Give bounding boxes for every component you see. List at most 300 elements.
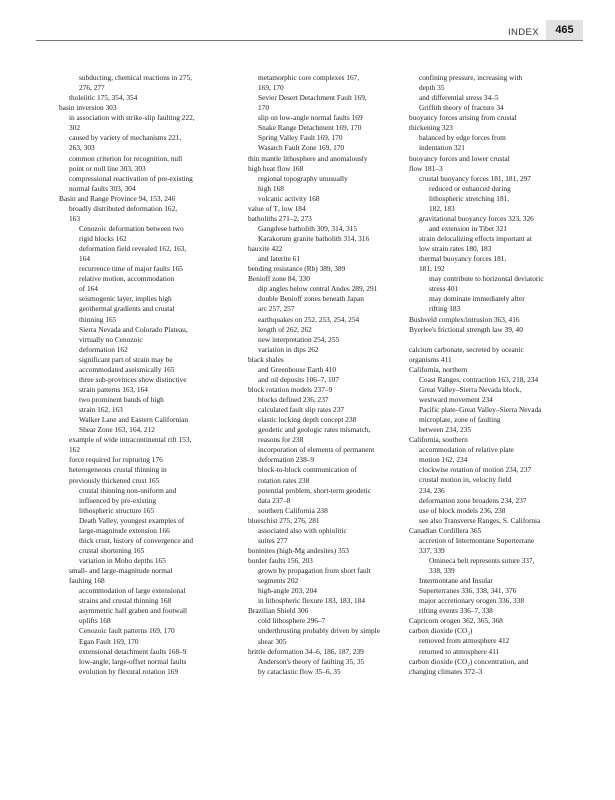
index-entry-line: depth 35 <box>419 83 445 93</box>
index-entry-line: see also Transverse Ranges, S. California <box>419 515 541 525</box>
index-entry <box>248 244 418 254</box>
index-entry-line: 164 <box>79 254 91 264</box>
index-entry-line: thermal buoyancy forces 181, <box>419 254 507 264</box>
index-entry-line: border faults 156, 203 <box>248 556 313 565</box>
index-entry-line: removed from atmosphere 412 <box>419 636 510 646</box>
index-entry-line: Bushveld complex/intrusion 363, 416 <box>409 314 520 324</box>
index-entry-line: southern California 238 <box>258 505 328 515</box>
section-label: INDEX <box>507 27 539 38</box>
index-entry <box>79 626 237 636</box>
index-entry-line: arc 257, 257 <box>258 304 295 314</box>
index-entry-line: strains and crustal thinning 168 <box>79 596 172 606</box>
index-entry-line: accommodated aseismically 165 <box>79 364 175 374</box>
index-entry-line: influenced by pre-existing <box>79 495 157 505</box>
index-entry <box>419 405 594 435</box>
index-entry <box>409 325 594 335</box>
index-entry-line: clockwise rotation of motion 234, 237 <box>419 465 532 475</box>
index-entry <box>419 516 594 526</box>
index-entry-line: Sierra Nevada and Colorado Plateau, <box>79 324 188 334</box>
index-entry-line: rifting events 336–7, 338 <box>419 606 493 616</box>
index-entry <box>419 647 594 657</box>
index-entry <box>419 234 594 254</box>
index-entry <box>258 123 418 133</box>
index-entry-line: Coast Ranges, contraction 163, 218, 234 <box>419 374 539 384</box>
index-entry <box>419 445 594 465</box>
index-entry-line: and Greenhouse Earth 410 <box>258 364 337 374</box>
index-entry-line: and extension in Tibet 321 <box>429 223 507 233</box>
index-entry-line: Death Valley, youngest examples of <box>79 515 185 525</box>
index-entry-line: slip on low-angle normal faults 169 <box>258 113 363 123</box>
index-entry <box>419 596 594 606</box>
index-entry-line: three sub-provinces show distinctive <box>79 374 187 384</box>
index-entry <box>79 244 237 264</box>
index-entry-line: large-magnitude extension 166 <box>79 525 170 535</box>
index-entry <box>248 214 418 224</box>
index-entry-line: normal faults 303, 304 <box>69 183 136 193</box>
index-entry <box>79 556 237 566</box>
index-entry-line: westward movement 234 <box>419 394 493 404</box>
index-entry-line: deformation 238–9 <box>258 455 315 465</box>
index-entry-line: 337, 339 <box>419 545 445 555</box>
index-entry-line: Byerlee's frictional strength law 39, 40 <box>409 324 523 334</box>
index-entry-line: Spring Valley Fault 169, 170 <box>258 133 343 143</box>
index-entry-line: carbon dioxide (CO₂) <box>409 626 473 636</box>
index-entry-line: caused by variety of mechanisms 221, <box>69 133 182 143</box>
index-entry-line: Benioff zone 84, 330 <box>248 274 310 284</box>
index-entry-line: balanced by edge forces from <box>419 133 506 143</box>
index-entry-line: thinning 165 <box>79 314 117 324</box>
index-entry-line: crustal buoyancy forces 181, 181, 297 <box>419 173 531 183</box>
index-entry <box>248 154 418 174</box>
index-entry <box>419 385 594 405</box>
index-entry <box>79 637 237 647</box>
index-entry-line: Gangdese batholith 309, 314, 315 <box>258 223 358 233</box>
index-entry-line: Wasatch Fault Zone 169, 170 <box>258 143 345 153</box>
index-entry-line: Walker Lane and Eastern Californian <box>79 415 189 425</box>
index-entry-line: deformation field revealed 162, 163, <box>79 244 187 254</box>
index-entry-line: low-angle, large-offset normal faults <box>79 656 187 666</box>
index-entry-line: thin mantle lithosphere and anomalously <box>248 153 368 163</box>
index-entry <box>258 294 418 314</box>
index-entry-line: lithospheric structure 165 <box>79 505 155 515</box>
index-entry <box>258 415 418 425</box>
index-entry <box>258 254 418 264</box>
index-entry <box>79 586 237 606</box>
index-entry-line: force required for rupturing 176 <box>69 455 163 465</box>
index-entry <box>69 455 237 465</box>
index-entry-line: thickening 323 <box>409 123 453 133</box>
index-entry <box>258 375 418 385</box>
index-entry-line: 234, 236 <box>419 485 445 495</box>
index-entry-line: previously thickened crust 165 <box>69 475 160 485</box>
index-entry <box>248 274 418 284</box>
index-entry-line: California, southern <box>409 435 468 445</box>
index-entry-line: high 168 <box>258 183 284 193</box>
index-entry-line: regional topography unusually <box>258 173 348 183</box>
index-entry <box>258 345 418 355</box>
index-entry-line: variation in dips 262 <box>258 344 319 354</box>
index-entry <box>79 73 237 93</box>
index-entry-line: may dominate immediately after <box>429 294 525 304</box>
index-entry-line: rifting 183 <box>429 304 461 314</box>
index-entry-line: Cenozoic deformation between two <box>79 223 184 233</box>
index-entry <box>79 395 237 415</box>
index-entry <box>69 93 237 103</box>
index-entry-line: deformation 162 <box>79 344 128 354</box>
running-header <box>0 0 615 46</box>
index-entry <box>79 325 237 355</box>
header-rule <box>36 40 583 41</box>
index-entry-line: significant part of strain may be <box>79 354 173 364</box>
index-entry <box>419 254 594 274</box>
index-entry-line: high heat flow 168 <box>248 163 304 173</box>
index-entry-line: indentation 321 <box>419 143 465 153</box>
index-entry-line: double Benioff zones beneath Japan <box>258 294 364 304</box>
index-entry-line: and differential stress 34–5 <box>419 93 499 103</box>
index-entry <box>69 133 237 153</box>
index-entry-line: Intermontane and Insular <box>419 576 493 586</box>
page-number: 465 <box>546 20 583 40</box>
index-entry <box>258 315 418 325</box>
index-entry <box>248 516 418 526</box>
index-entry-line: Anderson's theory of faulting 35, 35 <box>258 656 365 666</box>
index-entry <box>409 526 594 536</box>
index-entry <box>429 556 594 576</box>
index-entry <box>248 556 418 566</box>
index-entry <box>409 315 594 325</box>
index-entry-line: 276, 277 <box>79 83 105 93</box>
index-entry <box>79 486 237 516</box>
index-entry-line: volcanic activity 168 <box>258 193 320 203</box>
index-entry-line: strain 162, 163 <box>79 405 123 415</box>
index-entry-line: reasons for 238 <box>258 435 304 445</box>
index-entry-line: 163 <box>69 213 81 223</box>
index-entry <box>248 264 418 274</box>
index-entry-line: 169, 170 <box>258 83 284 93</box>
index-entry <box>258 657 418 667</box>
index-entry-line: California, northern <box>409 364 468 374</box>
index-entry <box>79 355 237 375</box>
index-entry <box>419 606 594 616</box>
index-entry-line: Omineca belt represents suture 337, <box>429 555 535 565</box>
index-entry-line: accommodation of large extensional <box>79 586 186 596</box>
index-entry-line: seismogenic layer, implies high <box>79 294 172 304</box>
index-entry <box>419 636 594 646</box>
index-entry-line: crustal shortening 165 <box>79 545 145 555</box>
index-entry-line: accretion of Intermontane Superterrane <box>419 535 535 545</box>
index-entry <box>258 486 418 506</box>
index-entry <box>258 73 418 93</box>
index-entry <box>258 133 418 143</box>
index-entry-line: elastic locking depth concept 238 <box>258 415 357 425</box>
index-entry-line: 162 <box>69 445 81 455</box>
index-entry-line: bending resistance (Rb) 389, 389 <box>248 264 346 274</box>
index-entry-line: Egan Fault 169, 170 <box>79 636 139 646</box>
index-entry <box>419 93 594 103</box>
index-entry-line: point or null line 303, 303 <box>69 163 146 173</box>
index-entry <box>419 536 594 556</box>
index-entry <box>258 174 418 194</box>
index-entry <box>258 113 418 123</box>
index-entry-line: uplifts 168 <box>79 616 111 626</box>
index-entry-line: thick crust, history of convergence and <box>79 535 194 545</box>
index-entry-line: in lithospheric flexure 183, 183, 184 <box>258 596 366 606</box>
index-entry-line: compressional reactivation of pre-existing <box>69 173 193 183</box>
index-entry-line: crustal thinning non-uniform and <box>79 485 177 495</box>
index-entry-line: underthrusting probably driven by simple <box>258 626 380 636</box>
index-entry-line: in association with strike-slip faulting 222, <box>69 113 195 123</box>
index-entry <box>409 616 594 626</box>
index-entry <box>69 174 237 194</box>
index-entry-line: changing climates 372–3 <box>409 666 483 676</box>
index-entry <box>258 395 418 405</box>
index-entry-line: buoyancy forces and lower crustal <box>409 153 510 163</box>
index-entry <box>419 214 594 224</box>
index-entry-line: gravitational buoyancy forces 323, 326 <box>419 213 534 223</box>
index-entry <box>248 546 418 556</box>
index-entry <box>258 506 418 516</box>
index-entry-line: potential problem, short-term geodetic <box>258 485 371 495</box>
index-entry <box>69 566 237 586</box>
index-entry <box>258 335 418 345</box>
index-entry-line: Basin and Range Province 94, 153, 246 <box>59 193 176 203</box>
index-entry-line: new interpretation 254, 255 <box>258 334 340 344</box>
index-entry-line: motion 162, 234 <box>419 455 468 465</box>
index-entry <box>79 516 237 536</box>
index-entry <box>429 184 594 214</box>
index-entry-line: carbon dioxide (CO₂) concentration, and <box>409 656 529 666</box>
index-entry <box>69 204 237 224</box>
index-entry-line: heterogeneous crustal thinning in <box>69 465 167 475</box>
index-entry <box>69 435 237 455</box>
index-entry <box>79 274 237 294</box>
index-entry-line: confining pressure, increasing with <box>419 73 523 82</box>
index-entry-line: flow 181–3 <box>409 163 443 173</box>
index-entry <box>258 234 418 244</box>
index-entry-line: geothermal gradients and crustal <box>79 304 175 314</box>
index-entry-line: variation in Moho depths 165 <box>79 556 166 565</box>
index-entry-line: extensional detachment faults 168–9 <box>79 646 187 656</box>
index-entry-line: block rotation models 237–9 <box>248 384 333 394</box>
index-entry <box>258 626 418 646</box>
index-entry-line: bauxite 422 <box>248 244 283 254</box>
index-entry-line: shear 305 <box>258 636 287 646</box>
index-entry-line: Capricorn orogen 362, 365, 368 <box>409 616 503 626</box>
index-entry-line: metamorphic core complexes 167, <box>258 73 360 82</box>
index-entry-line: 338, 339 <box>429 566 455 576</box>
index-entry-line: subducting, chemical reactions in 275, <box>79 73 192 82</box>
index-entry-line: calculated fault slip rates 237 <box>258 405 345 415</box>
index-entry <box>258 194 418 204</box>
index-entry <box>248 355 418 365</box>
index-entry <box>248 647 418 657</box>
index-entry <box>419 174 594 184</box>
index-entry-line: crustal motion in, velocity field <box>419 475 512 485</box>
index-entry-line: value of Tₑ low 184 <box>248 203 306 213</box>
index-column-3 <box>409 73 594 677</box>
index-entry-line: lithospheric stretching 181, <box>429 193 510 203</box>
index-entry <box>79 536 237 556</box>
index-entry-line: basin inversion 303 <box>59 103 117 113</box>
index-entry <box>419 103 594 113</box>
index-entry-line: buoyancy forces arising from crustal <box>409 113 517 123</box>
index-entry <box>79 294 237 324</box>
index-entry-line: blocks defined 236, 237 <box>258 395 329 404</box>
index-entry-line: and laterite 61 <box>258 254 301 264</box>
index-entry <box>409 365 594 375</box>
index-entry-line: Karakorum granite batholith 314, 316 <box>258 234 370 243</box>
index-entry-line: incorporation of elements of permanent <box>258 445 375 455</box>
index-entry-line: between 234, 235 <box>419 425 472 435</box>
index-entry-line: may contribute to horizontal deviatoric <box>429 274 544 284</box>
index-entry <box>258 596 418 606</box>
index-entry <box>79 657 237 677</box>
index-entry <box>258 224 418 234</box>
index-entry-line: Shear Zone 163, 164, 212 <box>79 425 155 435</box>
index-entry-line: Cenozoic fault patterns 169, 170 <box>79 626 175 636</box>
index-entry <box>409 626 594 636</box>
index-entry <box>69 465 237 485</box>
index-entry <box>258 284 418 294</box>
index-entry-line: 263, 303 <box>69 143 95 153</box>
index-entry <box>258 93 418 113</box>
index-entry <box>248 204 418 214</box>
index-entry <box>258 616 418 626</box>
index-entry-line: brittle deformation 34–6, 186, 187, 239 <box>248 646 364 656</box>
index-entry-line: evolution by flexural rotation 169 <box>79 666 179 676</box>
index-entry-line: returned to atmosphere 411 <box>419 646 500 656</box>
index-entry <box>409 435 594 445</box>
index-entry-line: Brazilian Shield 306 <box>248 606 309 616</box>
index-entry <box>409 657 594 677</box>
index-entry-line: 182, 183 <box>429 203 455 213</box>
index-entry-line: asymmetric half graben and footwall <box>79 606 188 616</box>
index-entry-line: faulting 168 <box>69 576 105 586</box>
index-entry-line: suites 277 <box>258 535 288 545</box>
index-entry-line: common criterion for recognition, null <box>69 153 183 163</box>
index-entry-line: calcium carbonate, secreted by oceanic <box>409 344 524 354</box>
index-entry <box>248 385 418 395</box>
index-entry <box>59 194 237 204</box>
index-entry <box>419 73 594 93</box>
index-entry-line: length of 262, 262 <box>258 324 312 334</box>
index-entry <box>69 154 237 174</box>
index-entry-line: Pacific plate–Great Valley–Sierra Nevada <box>419 405 542 415</box>
index-entry-line: major accretionary orogen 336, 338 <box>419 596 525 606</box>
index-entry-line: strain delocalizing effects important at <box>419 234 532 243</box>
index-entry-line: by cataclastic flow 35–6, 35 <box>258 666 341 676</box>
index-entry <box>59 103 237 113</box>
index-entry-line: virtually no Cenozoic <box>79 334 143 344</box>
index-entry <box>69 113 237 133</box>
index-entry <box>429 274 594 294</box>
index-entry-line: two prominent bands of high <box>79 395 164 404</box>
index-entry-line: rotation rates 238 <box>258 475 310 485</box>
index-entry-line: data 237–8 <box>258 495 291 505</box>
index-entry-line: recurrence time of major faults 165 <box>79 264 183 274</box>
index-entry-line: 302 <box>69 123 81 133</box>
index-entry <box>258 667 418 677</box>
index-entry-line: low strain rates 180, 183 <box>419 244 492 254</box>
index-entry-line: stress 401 <box>429 284 459 294</box>
index-entry-line: Griffith theory of fracture 34 <box>419 103 504 113</box>
index-entry <box>258 425 418 445</box>
index-entry <box>258 526 418 546</box>
index-entry <box>409 154 594 174</box>
index-entry-line: cold lithosphere 296–7 <box>258 616 326 626</box>
index-entry-line: relative motion, accommodation <box>79 274 175 284</box>
index-entry <box>409 113 594 133</box>
index-entry-line: strain patterns 163, 164 <box>79 384 148 394</box>
index-entry <box>79 647 237 657</box>
index-entry <box>258 143 418 153</box>
index-column-2 <box>248 73 418 677</box>
index-entry <box>419 475 594 495</box>
index-entry-line: reduced or enhanced during <box>429 183 511 193</box>
index-entry-line: use of block models 236, 238 <box>419 505 506 515</box>
letter-gap <box>409 335 594 345</box>
index-entry <box>419 496 594 506</box>
index-entry-line: segments 202 <box>258 576 299 586</box>
index-entry <box>419 375 594 385</box>
index-entry-line: black shales <box>248 354 284 364</box>
index-entry-line: boninites (high-Mg andesites) 353 <box>248 545 349 555</box>
index-entry-line: tholeiitic 175, 354, 354 <box>69 93 138 103</box>
index-entry-line: Great Valley–Sierra Nevada block, <box>419 384 522 394</box>
index-entry-line: geodetic and geologic rates mismatch, <box>258 425 371 435</box>
index-entry-line: associated also with ophiolitic <box>258 525 347 535</box>
index-entry-line: block-to-block communication of <box>258 465 357 475</box>
index-entry <box>419 465 594 475</box>
index-entry <box>429 224 594 234</box>
index-column-1 <box>59 73 237 677</box>
index-entry-line: high-angle 203, 204 <box>258 586 317 596</box>
index-entry-line: blueschist 275, 276, 281 <box>248 515 320 525</box>
index-entry <box>419 576 594 596</box>
index-entry <box>409 345 594 365</box>
index-entry-line: broadly distributed deformation 162, <box>69 203 178 213</box>
index-entry-line: 170 <box>258 103 270 113</box>
index-entry-line: and oil deposits 106–7, 107 <box>258 374 339 384</box>
index-entry <box>79 606 237 626</box>
index-entry-line: Sevier Desert Detachment Fault 169, <box>258 93 367 103</box>
index-entry-line: organisms 411 <box>409 354 452 364</box>
index-entry-line: 181, 192 <box>419 264 445 274</box>
index-entry-line: example of wide intracontinental rift 153, <box>69 435 192 445</box>
index-entry-line: accommodation of relative plate <box>419 445 514 455</box>
index-entry <box>258 405 418 415</box>
index-entry-line: earthquakes on 252, 253, 254, 254 <box>258 314 360 324</box>
index-entry <box>258 566 418 586</box>
index-entry <box>79 264 237 274</box>
index-entry-line: rigid blocks 162 <box>79 234 127 243</box>
index-entry-line: batholiths 271–2, 273 <box>248 213 312 223</box>
index-entry-line: microplate, zone of faulting <box>419 415 501 425</box>
index-entry <box>79 224 237 244</box>
index-entry <box>258 586 418 596</box>
index-entry-line: grown by propagation from short fault <box>258 566 371 576</box>
index-entry <box>79 375 237 395</box>
index-entry-line: Superterranes 336, 338, 341, 376 <box>419 586 517 596</box>
index-entry-line: of 164 <box>79 284 98 294</box>
index-entry-line: Snake Range Detachment 169, 170 <box>258 123 362 133</box>
index-entry <box>258 465 418 485</box>
index-entry-line: Canadian Cordillera 365 <box>409 525 482 535</box>
index-entry <box>248 606 418 616</box>
index-entry <box>419 133 594 153</box>
index-entry <box>258 445 418 465</box>
index-entry-line: dip angles below central Andes 289, 291 <box>258 284 378 294</box>
